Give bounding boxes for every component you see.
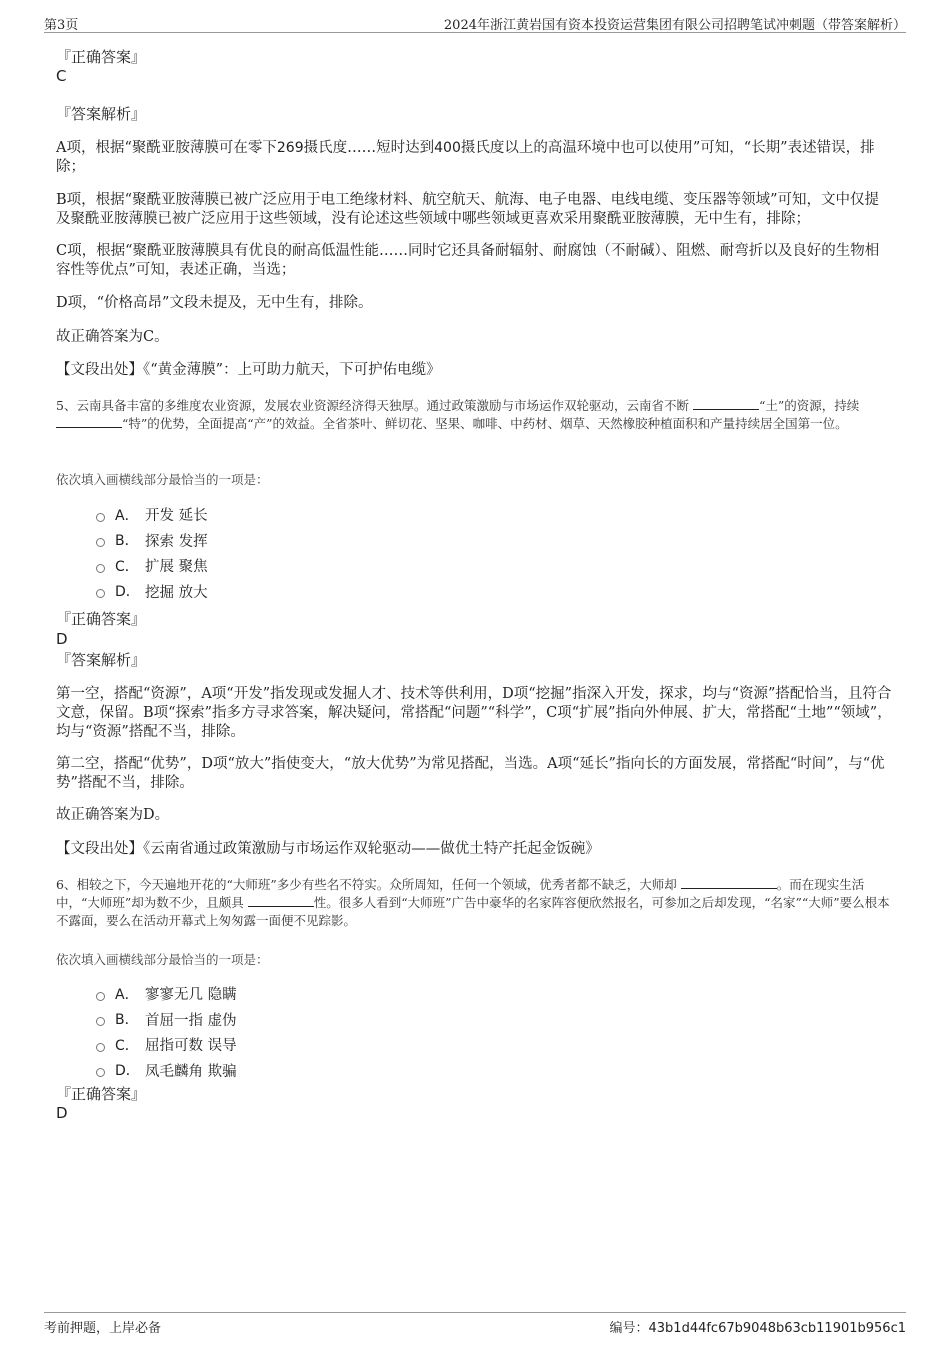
q6-answer: D [56, 1104, 68, 1122]
q5-analysis-2: 第二空，搭配“优势”，D项“放大”指使变大，“放大优势”为常见搭配，当选。A项“延长”指向长的方面发展，常搭配“时间”，与“优势”搭配不当，排除。 [56, 756, 885, 791]
q4-analysis-label: 『答案解析』 [56, 105, 147, 123]
radio-icon[interactable] [96, 992, 105, 1001]
page-number: 第3页 [44, 18, 79, 33]
radio-icon[interactable] [96, 1068, 105, 1077]
page-footer [44, 1312, 906, 1335]
q5-source: 【文段出处】《云南省通过政策激励与市场运作双轮驱动——做优土特产托起金饭碗》 [56, 841, 600, 857]
q6-instruction: 依次填入画横线部分最恰当的一项是： [56, 952, 269, 967]
q5-option-c[interactable]: C． 扩展 聚焦 [96, 553, 208, 579]
page-header [44, 14, 906, 33]
q5-analysis-label: 『答案解析』 [56, 651, 147, 669]
document-code: 编号：43b1d44fc67b9048b63cb11901b956c1 [609, 1321, 906, 1336]
q4-analysis-d: D项，“价格高昂”文段未提及，无中生有，排除。 [56, 295, 373, 311]
q5-option-b[interactable]: B． 探索 发挥 [96, 528, 208, 554]
radio-icon[interactable] [96, 589, 105, 598]
q4-source: 【文段出处】《“黄金薄膜”：上可助力航天，下可护佑电缆》 [56, 362, 441, 378]
radio-icon[interactable] [96, 1017, 105, 1026]
q6-answer-label: 『正确答案』 [56, 1085, 147, 1103]
q4-analysis-a: A项，根据“聚酰亚胺薄膜可在零下269摄氏度……短时达到400摄氏度以上的高温环境中也可以使用”可知，“长期”表述错误，排除； [56, 140, 875, 175]
q5-question: 5、云南具备丰富的多维度农业资源，发展农业资源经济得天独厚。通过政策激励与市场运作双轮驱动，云南省不断 “土”的资源，持续 “特”的优势，全面提高“产”的效益。全省茶叶、鲜切花、坚果、咖啡、中药材、烟草、天然橡胶种植面积和产量持续居全国第一位。 [56, 398, 860, 431]
radio-icon[interactable] [96, 564, 105, 573]
q5-blank-2 [56, 415, 122, 428]
q4-conclusion: 故正确答案为C。 [56, 329, 169, 345]
q6-option-c[interactable]: C． 屈指可数 误导 [96, 1032, 237, 1058]
document-title: 2024年浙江黄岩国有资本投资运营集团有限公司招聘笔试冲刺题（带答案解析） [443, 18, 906, 33]
q4-answer-label: 『正确答案』 [56, 48, 147, 66]
q5-conclusion: 故正确答案为D。 [56, 807, 170, 823]
footer-slogan: 考前押题，上岸必备 [44, 1321, 162, 1336]
q4-analysis-b: B项，根据“聚酰亚胺薄膜已被广泛应用于电工绝缘材料、航空航天、航海、电子电器、电线电缆、变压器等领域”可知，文中仅提及聚酰亚胺薄膜已被广泛应用于这些领域，没有论述这些领域中哪些领域更喜欢采用聚酰亚胺薄膜，无中生有，排除； [56, 192, 879, 227]
radio-icon[interactable] [96, 1043, 105, 1052]
q5-answer: D [56, 630, 68, 648]
q5-blank-1 [693, 397, 759, 410]
q5-option-a[interactable]: A． 开发 延长 [96, 502, 208, 528]
q5-options [96, 502, 208, 604]
q5-answer-label: 『正确答案』 [56, 610, 147, 628]
q5-option-d[interactable]: D． 挖掘 放大 [96, 579, 208, 605]
q6-option-b[interactable]: B． 首屈一指 虚伪 [96, 1007, 237, 1033]
q6-blank-2 [248, 894, 314, 907]
q6-question: 6、相较之下，今天遍地开花的“大师班”多少有些名不符实。众所周知，任何一个领域，优秀者都不缺乏，大师却 。而在现实生活中，“大师班”却为数不少，且颇具 性。很多人看到“大师班”广告中豪华的名家阵容便欣然报名，可参加之后却发现，“名家”“大师”要么根本不露面，要么在活动开幕式上匆匆露一面便不见踪影。 [56, 877, 890, 928]
q6-option-d[interactable]: D． 凤毛麟角 欺骗 [96, 1058, 237, 1084]
q6-option-a[interactable]: A． 寥寥无几 隐瞒 [96, 981, 237, 1007]
radio-icon[interactable] [96, 538, 105, 547]
q6-options [96, 981, 237, 1083]
radio-icon[interactable] [96, 513, 105, 522]
q5-analysis-1: 第一空，搭配“资源”，A项“开发”指发现或发掘人才、技术等供利用，D项“挖掘”指深入开发，探求，均与“资源”搭配恰当，且符合文意，保留。B项“探索”指多方寻求答案，解决疑问，常搭配“问题”“科学”，C项“扩展”指向外伸展、扩大，常搭配“土地”“领域”，均与“资源”搭配不当，排除。 [56, 686, 892, 740]
q6-blank-1 [681, 876, 777, 889]
q5-instruction: 依次填入画横线部分最恰当的一项是： [56, 472, 269, 487]
q4-analysis-c: C项，根据“聚酰亚胺薄膜具有优良的耐高低温性能……同时它还具备耐辐射、耐腐蚀（不耐碱）、阻燃、耐弯折以及良好的生物相容性等优点”可知，表述正确，当选； [56, 243, 880, 278]
q4-answer: C [56, 67, 67, 85]
